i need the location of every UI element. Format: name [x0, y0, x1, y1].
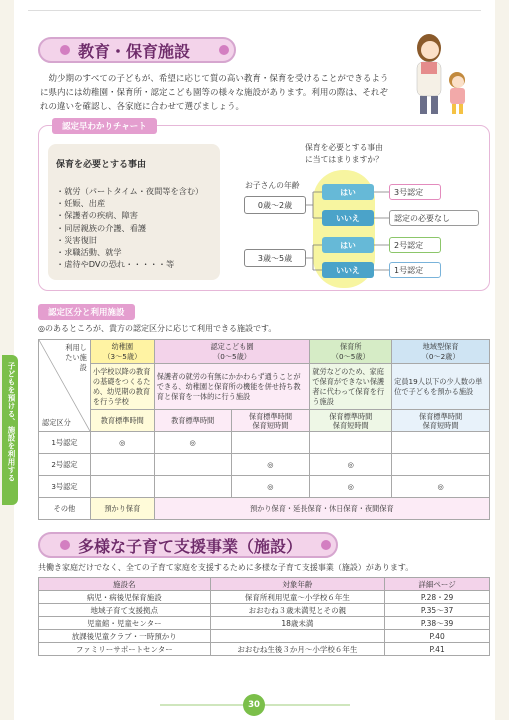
section1-title-pill — [38, 37, 236, 63]
fac-age: （0〜5歳） — [213, 351, 251, 361]
cell-page: P.40 — [385, 630, 490, 643]
cell-page: P.35〜37 — [385, 604, 490, 617]
fac-chiiki — [392, 340, 490, 364]
mark-cell: ◎ — [392, 476, 490, 498]
fac-hoikusho — [310, 340, 392, 364]
age-box-3-5: 3歳〜5歳 — [244, 249, 306, 267]
reason-item: ・就労（パートタイム・夜間等を含む） — [56, 186, 204, 196]
title-end-dot-icon — [219, 45, 229, 55]
title-end-dot-icon — [321, 540, 331, 550]
question-line2: に当てはまりますか？ — [305, 155, 383, 164]
row-label: その他 — [39, 498, 91, 520]
table-row — [39, 630, 490, 643]
mark-cell: ◎ — [154, 432, 231, 454]
chart-question — [305, 142, 383, 166]
fac-kodomoen — [154, 340, 310, 364]
top-rule — [28, 10, 481, 11]
desc-kindergarten: 小学校以降の教育の基礎をつくるため、幼児期の教育を行う学校 — [90, 364, 154, 410]
cell-age: 保育所利用児童〜小学校６年生 — [210, 591, 385, 604]
right-margin — [495, 0, 509, 720]
cell-facility: 児童館・児童センター — [39, 617, 211, 630]
title-bullet-icon — [60, 540, 70, 550]
cell-page: P.41 — [385, 643, 490, 656]
other-rest: 預かり保育・延長保育・休日保育・夜間保育 — [154, 498, 489, 520]
result-1go: 1号認定 — [389, 262, 441, 278]
fac-name: 認定こども園 — [210, 341, 254, 351]
mark-cell: ◎ — [310, 476, 392, 498]
mark-cell: ◎ — [310, 454, 392, 476]
section1-intro: 幼少期のすべての子どもが、希望に応じて質の高い教育・保育を受けることができるように県内には幼稚園・保育所・認定こども園等の様々な施設があります。利用の際は、それぞれの違いを確認し、各家庭に合わせて選びましょう。 — [40, 74, 389, 112]
mark-cell — [154, 454, 231, 476]
fac-name: 幼稚園 — [111, 341, 134, 351]
result-none: 認定の必要なし — [389, 210, 479, 226]
hours-cell: 教育標準時間 — [154, 410, 231, 432]
no-badge: いいえ — [322, 262, 374, 278]
cell-age: おおむね３歳未満児とその親 — [210, 604, 385, 617]
fac-age: （0〜5歳） — [331, 351, 370, 361]
result-2go: 2号認定 — [389, 237, 441, 253]
services-table — [38, 577, 490, 656]
mark-cell — [90, 476, 154, 498]
row-label: 3号認定 — [39, 476, 91, 498]
corner-top: 利用したい施設 — [65, 343, 87, 372]
section2-title: 多様な子育て支援事業（施設） — [78, 536, 303, 556]
yes-badge: はい — [322, 184, 374, 200]
table-row — [39, 591, 490, 604]
question-line1: 保育を必要とする事由 — [305, 143, 383, 152]
row-label: 1号認定 — [39, 432, 91, 454]
mother-child-illustration — [403, 30, 475, 118]
cell-facility: 放課後児童クラブ・一時預かり — [39, 630, 211, 643]
chart-label: 認定早わかりチャート — [52, 118, 157, 134]
mark-cell — [310, 432, 392, 454]
cell-age: 18歳未満 — [210, 617, 385, 630]
page-number: 30 — [243, 694, 265, 716]
table-row — [39, 617, 490, 630]
title-bullet-icon — [60, 45, 70, 55]
table-row — [39, 643, 490, 656]
yes-badge: はい — [322, 237, 374, 253]
mark-cell — [90, 454, 154, 476]
row-label: 2号認定 — [39, 454, 91, 476]
side-tab-text: 子どもを預ける、施設を利用する — [7, 362, 16, 482]
hours-cell: 保育標準時間 保育短時間 — [231, 410, 310, 432]
corner-bottom: 認定区分 — [42, 418, 71, 427]
cell-age — [210, 630, 385, 643]
hours-cell: 保育標準時間 保育短時間 — [392, 410, 490, 432]
fac-kindergarten — [90, 340, 154, 364]
hours-cell: 保育標準時間 保育短時間 — [310, 410, 392, 432]
table-row — [39, 604, 490, 617]
age-label: お子さんの年齢 — [245, 181, 300, 190]
cell-age: おおむね生後３か月〜小学校６年生 — [210, 643, 385, 656]
fac-age: （0〜2歳） — [421, 351, 460, 361]
cell-page: P.28・29 — [385, 591, 490, 604]
mark-cell: ◎ — [231, 454, 310, 476]
cert-note: ◎のあるところが、貴方の認定区分に応じて利用できる施設です。 — [38, 324, 277, 333]
mark-cell — [392, 432, 490, 454]
cell-facility: 病児・病後児保育施設 — [39, 591, 211, 604]
mark-cell — [154, 476, 231, 498]
reasons-list — [56, 185, 203, 270]
cell-facility: 地域子育て支援拠点 — [39, 604, 211, 617]
reason-item: ・保護者の疾病、障害 — [56, 210, 138, 221]
cert-table — [38, 339, 490, 520]
cell-page: P.38〜39 — [385, 617, 490, 630]
section1-title: 教育・保育施設 — [78, 41, 191, 61]
age-box-0-2: 0歳〜2歳 — [244, 196, 306, 214]
reason-item: ・災害復旧 — [56, 234, 97, 245]
desc-chiiki: 定員19人以下の少人数の単位で子どもを預かる施設 — [392, 364, 490, 410]
section2-intro: 共働き家庭だけでなく、全ての子育て家庭を支援するために多様な子育て支援事業（施設）があります。 — [38, 563, 414, 572]
section2-title-pill — [38, 532, 338, 558]
fac-age: （3〜5歳） — [103, 351, 142, 361]
mark-cell — [231, 432, 310, 454]
reason-item: ・虐待やDVの恐れ・・・・・等 — [56, 259, 175, 270]
cert-label: 認定区分と利用施設 — [38, 304, 135, 320]
header-age: 対象年齢 — [210, 578, 385, 591]
mark-cell — [392, 454, 490, 476]
reason-item: ・求職活動、就学 — [56, 247, 122, 258]
desc-kodomoen: 保護者の就労の有無にかかわらず通うことができる、幼稚園と保育所の機能を併せ持ち教育と保育を一体的に行う施設 — [154, 364, 310, 410]
result-3go: 3号認定 — [389, 184, 441, 200]
table-corner — [39, 340, 91, 432]
reason-item: ・妊娠、出産 — [56, 198, 106, 209]
header-facility: 施設名 — [39, 578, 211, 591]
reason-item: ・同居親族の介護、看護 — [56, 222, 147, 233]
mark-cell: ◎ — [231, 476, 310, 498]
other-kinder: 預かり保育 — [90, 498, 154, 520]
header-page: 詳細ページ — [385, 578, 490, 591]
desc-hoikusho: 就労などのため、家庭で保育ができない保護者に代わって保育を行う施設 — [310, 364, 392, 410]
fac-name: 保育所 — [339, 341, 362, 351]
cell-facility: ファミリーサポートセンター — [39, 643, 211, 656]
hours-cell: 教育標準時間 — [90, 410, 154, 432]
fac-name: 地域型保育 — [422, 341, 459, 351]
mark-cell: ◎ — [90, 432, 154, 454]
reasons-title: 保育を必要とする事由 — [56, 160, 147, 170]
no-badge: いいえ — [322, 210, 374, 226]
